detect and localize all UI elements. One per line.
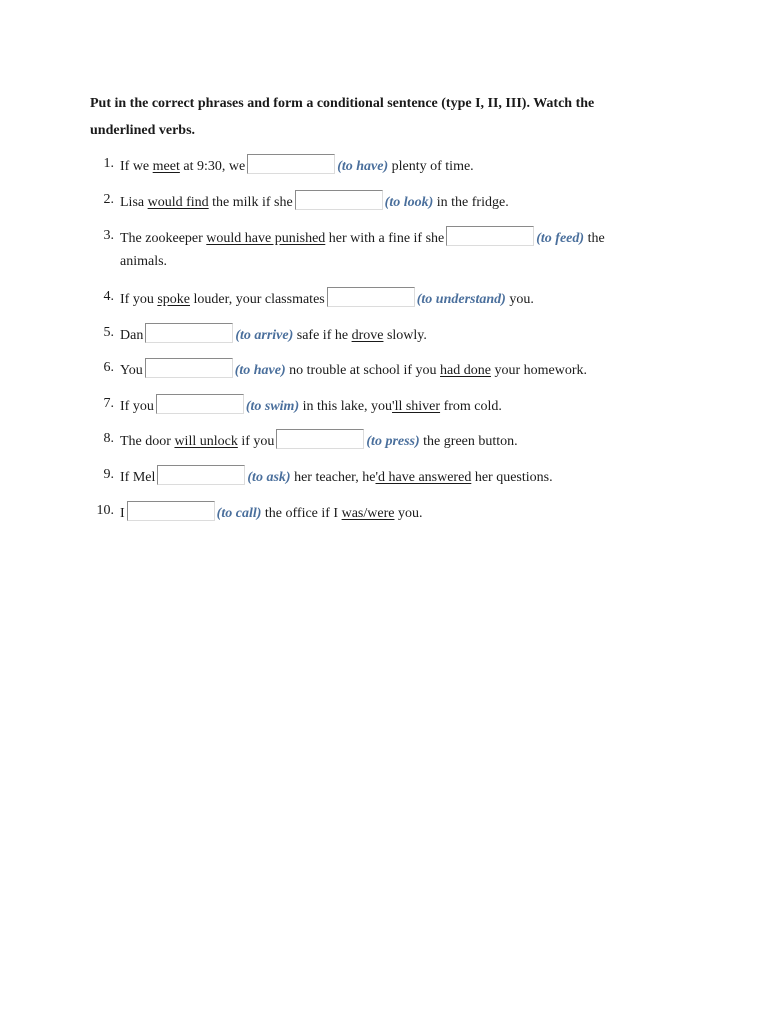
item-number: 5. <box>103 325 114 340</box>
answer-input[interactable] <box>127 501 215 521</box>
item-text: If we <box>120 159 153 174</box>
answer-input[interactable] <box>295 190 383 210</box>
item-text: her with a fine if she <box>325 231 445 246</box>
item-text: your homework. <box>490 363 588 378</box>
verb-hint: (to look) <box>384 195 434 210</box>
item-text: in this lake, you <box>299 399 393 414</box>
item-text: plenty of time. <box>388 159 474 174</box>
answer-input[interactable] <box>145 323 233 343</box>
item-text: The zookeeper <box>120 231 207 246</box>
underlined-verb: meet <box>152 159 180 174</box>
item-text: her questions. <box>471 470 553 485</box>
item-text: Dan <box>120 328 144 343</box>
item-text: slowly. <box>383 328 427 343</box>
item-text: You <box>120 363 143 378</box>
item-text: If you <box>120 292 158 307</box>
answer-input[interactable] <box>157 465 245 485</box>
item-number: 9. <box>103 467 114 482</box>
instruction-line-2: underlined verbs. <box>90 123 196 138</box>
item-text: If you <box>120 399 154 414</box>
item-text: I <box>120 506 125 521</box>
verb-hint: (to call) <box>216 506 262 521</box>
item-text: in the fridge. <box>433 195 509 210</box>
item-number: 6. <box>103 360 114 375</box>
underlined-verb: 'll shiver <box>392 399 441 414</box>
underlined-verb: would find <box>147 195 209 210</box>
underlined-verb: had done <box>440 363 491 378</box>
item-number: 2. <box>103 192 114 207</box>
item-text: from cold. <box>440 399 502 414</box>
verb-hint: (to ask) <box>247 470 291 485</box>
answer-input[interactable] <box>145 358 233 378</box>
item-text: If Mel <box>120 470 156 485</box>
verb-hint: (to press) <box>366 434 420 449</box>
item-text: no trouble at school if you <box>285 363 441 378</box>
item-text: the <box>584 231 605 246</box>
verb-hint: (to have) <box>337 159 389 174</box>
verb-hint: (to arrive) <box>235 328 294 343</box>
item-text: at 9:30, we <box>179 159 246 174</box>
item-number: 3. <box>103 228 114 243</box>
item-number: 10. <box>96 503 114 518</box>
verb-hint: (to have) <box>234 363 286 378</box>
instruction-line-1: Put in the correct phrases and form a conditional sentence (type I, II, III). Watch the <box>90 96 595 111</box>
item-text: the milk if she <box>208 195 293 210</box>
item-text: you. <box>505 292 534 307</box>
answer-input[interactable] <box>327 287 415 307</box>
item-text: louder, your classmates <box>190 292 325 307</box>
answer-input[interactable] <box>446 226 534 246</box>
verb-hint: (to understand) <box>416 292 506 307</box>
item-text: the green button. <box>419 434 518 449</box>
underlined-verb: spoke <box>157 292 190 307</box>
item-text: Lisa <box>120 195 148 210</box>
item-number: 8. <box>103 431 114 446</box>
item-number: 1. <box>103 156 114 171</box>
item-text: The door <box>120 434 175 449</box>
answer-input[interactable] <box>247 154 335 174</box>
item-text: if you <box>237 434 275 449</box>
instruction-text <box>90 90 690 144</box>
underlined-verb: was/were <box>341 506 395 521</box>
answer-input[interactable] <box>156 394 244 414</box>
item-number: 4. <box>103 289 114 304</box>
underlined-verb: will unlock <box>174 434 238 449</box>
item-text: you. <box>394 506 423 521</box>
underlined-verb: drove <box>351 328 384 343</box>
item-text: the office if I <box>261 506 342 521</box>
item-3-continuation: animals. <box>120 254 168 269</box>
verb-hint: (to feed) <box>536 231 585 246</box>
verb-hint: (to swim) <box>245 399 300 414</box>
underlined-verb: would have punished <box>206 231 326 246</box>
item-text: her teacher, he <box>290 470 376 485</box>
item-text: safe if he <box>293 328 352 343</box>
answer-input[interactable] <box>276 429 364 449</box>
underlined-verb: 'd have answered <box>375 470 472 485</box>
item-number: 7. <box>103 396 114 411</box>
